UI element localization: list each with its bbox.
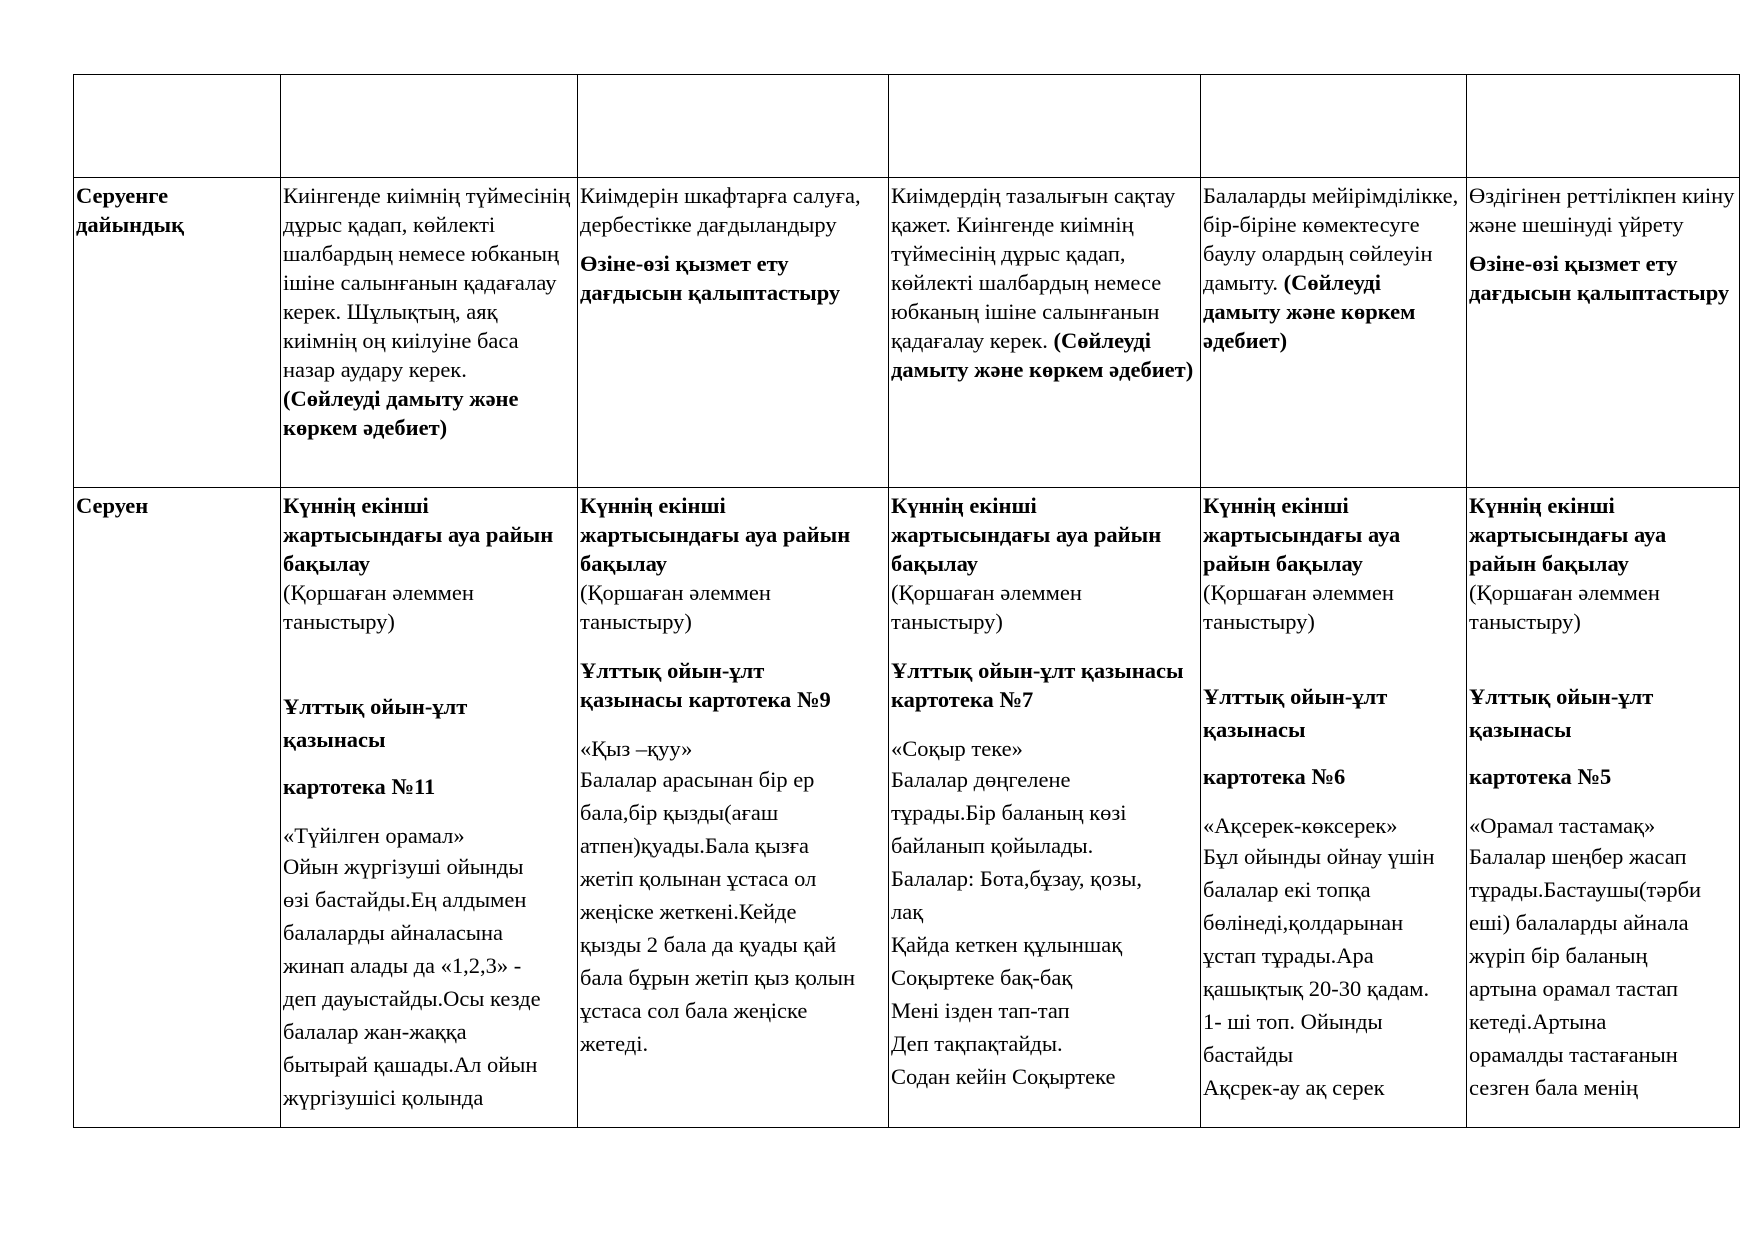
observation-title: Күннің екінші жартысындағы ауа райын бақылау (283, 493, 554, 576)
day-cell (1467, 488, 1740, 1128)
observation-area: (Қоршаған әлеммен таныстыру) (580, 580, 771, 634)
day-cell (281, 488, 578, 1128)
header-row (74, 75, 1740, 178)
empty-cell (74, 75, 281, 178)
prep-area: (Сөйлеуді дамыту және көркем әдебиет) (1203, 270, 1416, 353)
observation-area: (Қоршаған әлеммен таныстыру) (891, 580, 1082, 634)
observation-area: (Қоршаған әлеммен таныстыру) (1203, 580, 1394, 634)
prep-text: Киімдерін шкафтарға салуға, дербестікке дағдыландыру (580, 183, 861, 237)
game-description: Балалар арасынан бір ер бала,бір қызды(ағаш атпен)қуады.Бала қызға жетіп қолынан ұстаса ол жеңіске жеткені.Кейде қызды 2 бала да қуады қай бала бұрын жетіп қыз қолын ұстаса сол бала жеңіске жетеді. (580, 767, 856, 1056)
card-number: картотека №5 (1469, 764, 1612, 789)
day-cell (1467, 178, 1740, 488)
walk-prep-row (74, 178, 1740, 488)
card-number: картотека №6 (1203, 764, 1346, 789)
prep-area: (Сөйлеуді дамыту және көркем әдебиет) (283, 386, 519, 440)
game-name: «Соқыр теке» (891, 736, 1023, 761)
observation-title: Күннің екінші жартысындағы ауа райын бақылау (891, 493, 1162, 576)
day-cell (1201, 488, 1467, 1128)
prep-area: Өзіне-өзі қызмет ету дағдысын қалыптастыру (580, 251, 841, 305)
row-label: Серуен (74, 488, 281, 1128)
empty-cell (578, 75, 889, 178)
card-number: картотека №11 (283, 774, 436, 799)
game-description: Балалар дөңгелене тұрады.Бір баланың көзі байланып қойылады. Балалар: Бота,бұзау, қозы, лақ Қайда кеткен құлыншақ Соқыртеке бақ-бақ Мені ізден тап-тап Деп тақпақтайды. Содан кейін Соқыртеке (891, 767, 1142, 1089)
observation-area: (Қоршаған әлеммен таныстыру) (283, 580, 474, 634)
empty-cell (281, 75, 578, 178)
prep-text: Киінгенде киімнің түймесінің дұрыс қадап, көйлекті шалбардың немесе юбканың ішіне салынғанын қадағалау керек. Шұлықтың, аяқ киімнің оң киілуіне баса назар аудару керек. (283, 183, 571, 382)
day-cell (1201, 178, 1467, 488)
observation-title: Күннің екінші жартысындағы ауа райын бақылау (580, 493, 851, 576)
game-description: Ойын жүргізуші ойынды өзі бастайды.Ең алдымен балаларды айналасына жинап алады да «1,2,3» - деп дауыстайды.Осы кезде балалар жан-жаққа бытырай қашады.Ал ойын жүргізушісі қолында (283, 854, 541, 1110)
day-cell (889, 178, 1201, 488)
observation-title: Күннің екінші жартысындағы ауа райын бақылау (1469, 493, 1667, 576)
game-heading: Ұлттық ойын-ұлт қазынасы картотека №9 (580, 658, 831, 712)
walk-row (74, 488, 1740, 1128)
game-heading: Ұлттық ойын-ұлт қазынасы (1203, 684, 1388, 742)
prep-area: Өзіне-өзі қызмет ету дағдысын қалыптастыру (1469, 251, 1730, 305)
game-heading: Ұлттық ойын-ұлт қазынасы (1469, 684, 1654, 742)
empty-cell (1201, 75, 1467, 178)
day-cell (578, 488, 889, 1128)
game-name: «Орамал тастамақ» (1469, 813, 1656, 838)
observation-title: Күннің екінші жартысындағы ауа райын бақылау (1203, 493, 1401, 576)
game-name: «Ақсерек-көксерек» (1203, 813, 1398, 838)
observation-area: (Қоршаған әлеммен таныстыру) (1469, 580, 1660, 634)
game-description: Балалар шеңбер жасап тұрады.Бастаушы(тәрби еші) балаларды айнала жүріп бір баланың артына орамал тастап кетеді.Артына орамалды тастағанын сезген бала менің (1469, 844, 1702, 1100)
prep-text: Киімдердің тазалығын сақтау қажет. Киінгенде киімнің түймесінің дұрыс қадап, көйлекті шалбардың немесе юбканың ішіне салынғанын қадағалау керек. (891, 183, 1176, 353)
game-heading: Ұлттық ойын-ұлт қазынасы (283, 694, 468, 752)
day-cell (281, 178, 578, 488)
prep-text: Өздігінен реттілікпен киіну және шешінуді үйрету (1469, 183, 1735, 237)
game-heading: Ұлттық ойын-ұлт қазынасы картотека №7 (891, 658, 1184, 712)
empty-cell (1467, 75, 1740, 178)
day-cell (889, 488, 1201, 1128)
prep-text: Балаларды мейірімділікке, бір-біріне көмектесуге баулу олардың сөйлеуін дамыту. (1203, 183, 1459, 295)
day-cell (578, 178, 889, 488)
row-label: Серуенге дайындық (74, 178, 281, 488)
prep-area: (Сөйлеуді дамыту және көркем әдебиет) (891, 328, 1194, 382)
daily-plan-table (73, 74, 1740, 1128)
game-name: «Түйілген орамал» (283, 823, 465, 848)
game-description: Бұл ойынды ойнау үшін балалар екі топқа бөлінеді,қолдарынан ұстап тұрады.Ара қашықтық 20-30 қадам. 1- ші топ. Ойынды бастайды Ақсрек-ау ақ серек (1203, 844, 1435, 1100)
game-name: «Қыз –қуу» (580, 736, 693, 761)
empty-cell (889, 75, 1201, 178)
